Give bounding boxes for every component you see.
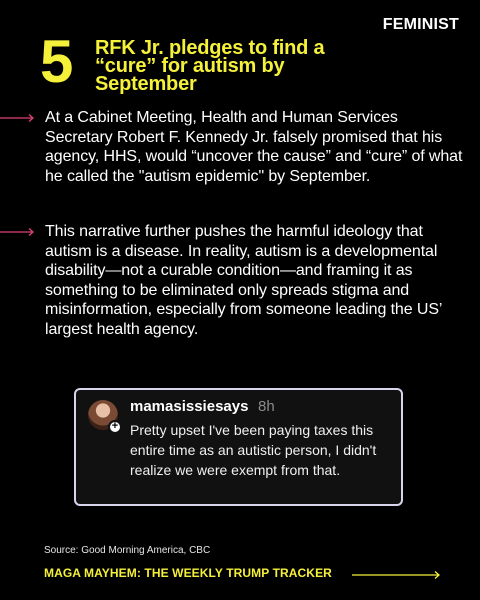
plus-icon[interactable]: +	[108, 420, 122, 434]
tracker-title: MAGA MAYHEM: THE WEEKLY TRUMP TRACKER	[44, 566, 332, 580]
long-arrow-right-icon	[352, 567, 442, 585]
comment-handle[interactable]: mamasissiesays	[130, 398, 249, 415]
arrow-right-icon	[0, 113, 36, 123]
item-number: 5	[40, 28, 74, 95]
headline: RFK Jr. pledges to find a “cure” for autism by September	[95, 37, 325, 95]
source-note: Source: Good Morning America, CBC	[44, 545, 211, 556]
comment-card	[74, 388, 403, 506]
comment-time: 8h	[258, 398, 275, 415]
paragraph-1: At a Cabinet Meeting, Health and Human Services Secretary Robert F. Kennedy Jr. falsely promised that his agency, HHS, would “uncover the cause” and “cure” of what he called the "autism epidemic" by September.	[45, 109, 463, 185]
comment-text: Pretty upset I've been paying taxes this entire time as an autistic person, I didn't realize we were exempt from that.	[130, 422, 377, 478]
brand-logo: FEMINIST	[382, 16, 459, 33]
paragraph-2: This narrative further pushes the harmful ideology that autism is a disease. In reality, autism is a developmental disability—not a curable condition—and framing it as something to be eliminated only spreads stigma and misinformation, especially from someone leading the US’ largest health agency.	[45, 223, 442, 338]
arrow-right-icon	[0, 227, 36, 237]
